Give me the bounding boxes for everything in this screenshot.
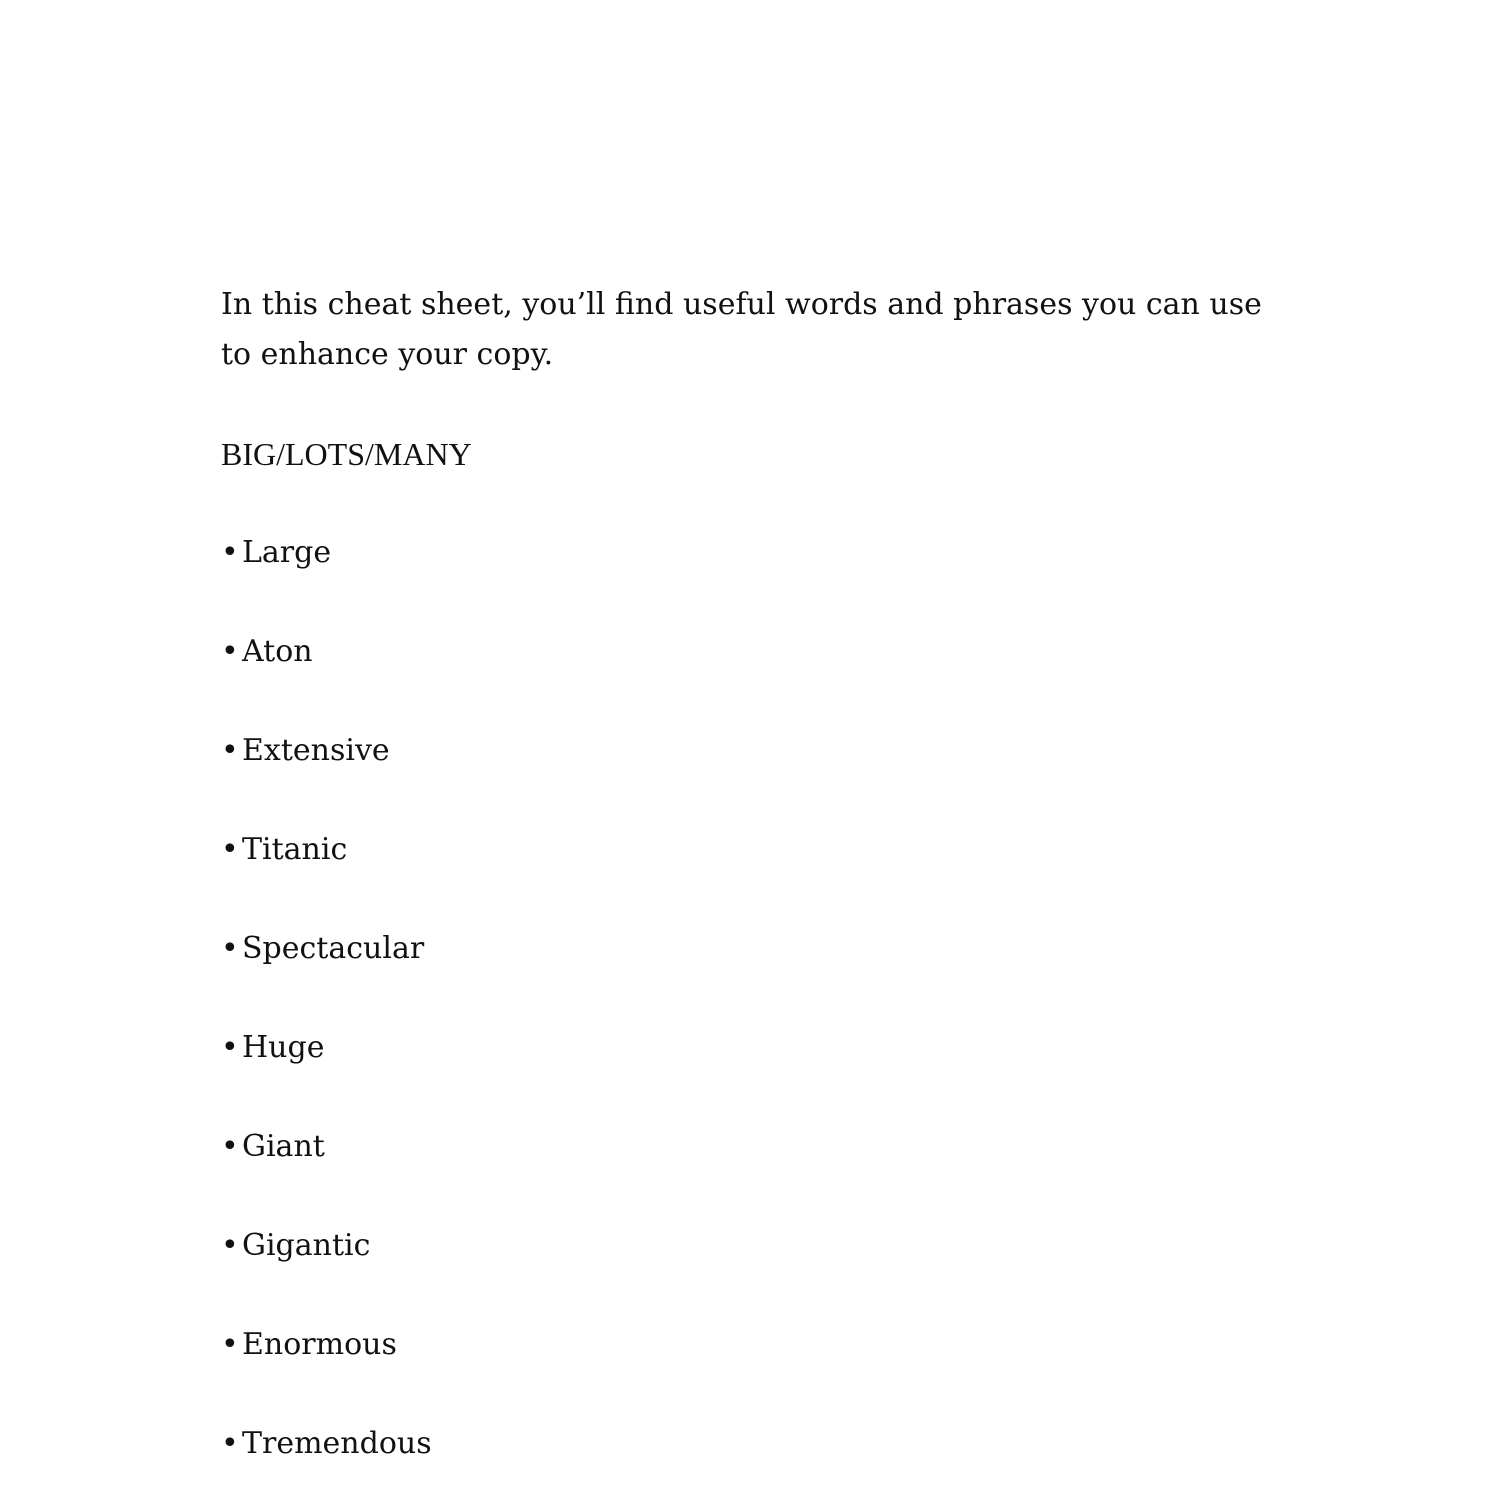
list-item: • Large (221, 528, 1281, 578)
word-list (221, 528, 1281, 1469)
list-item: • Giant (221, 1122, 1281, 1172)
list-item: • Enormous (221, 1320, 1281, 1370)
list-item: • Extensive (221, 726, 1281, 776)
list-item: • Tremendous (221, 1419, 1281, 1469)
list-item: • Aton (221, 627, 1281, 677)
document-content (221, 280, 1281, 1469)
list-item: • Spectacular (221, 924, 1281, 974)
list-item: • Titanic (221, 825, 1281, 875)
list-item: • Huge (221, 1023, 1281, 1073)
list-item: • Gigantic (221, 1221, 1281, 1271)
intro-paragraph: In this cheat sheet, you’ll find useful words and phrases you can use to enhance your copy. (221, 287, 1262, 372)
section-heading: BIG/LOTS/MANY (221, 436, 472, 472)
